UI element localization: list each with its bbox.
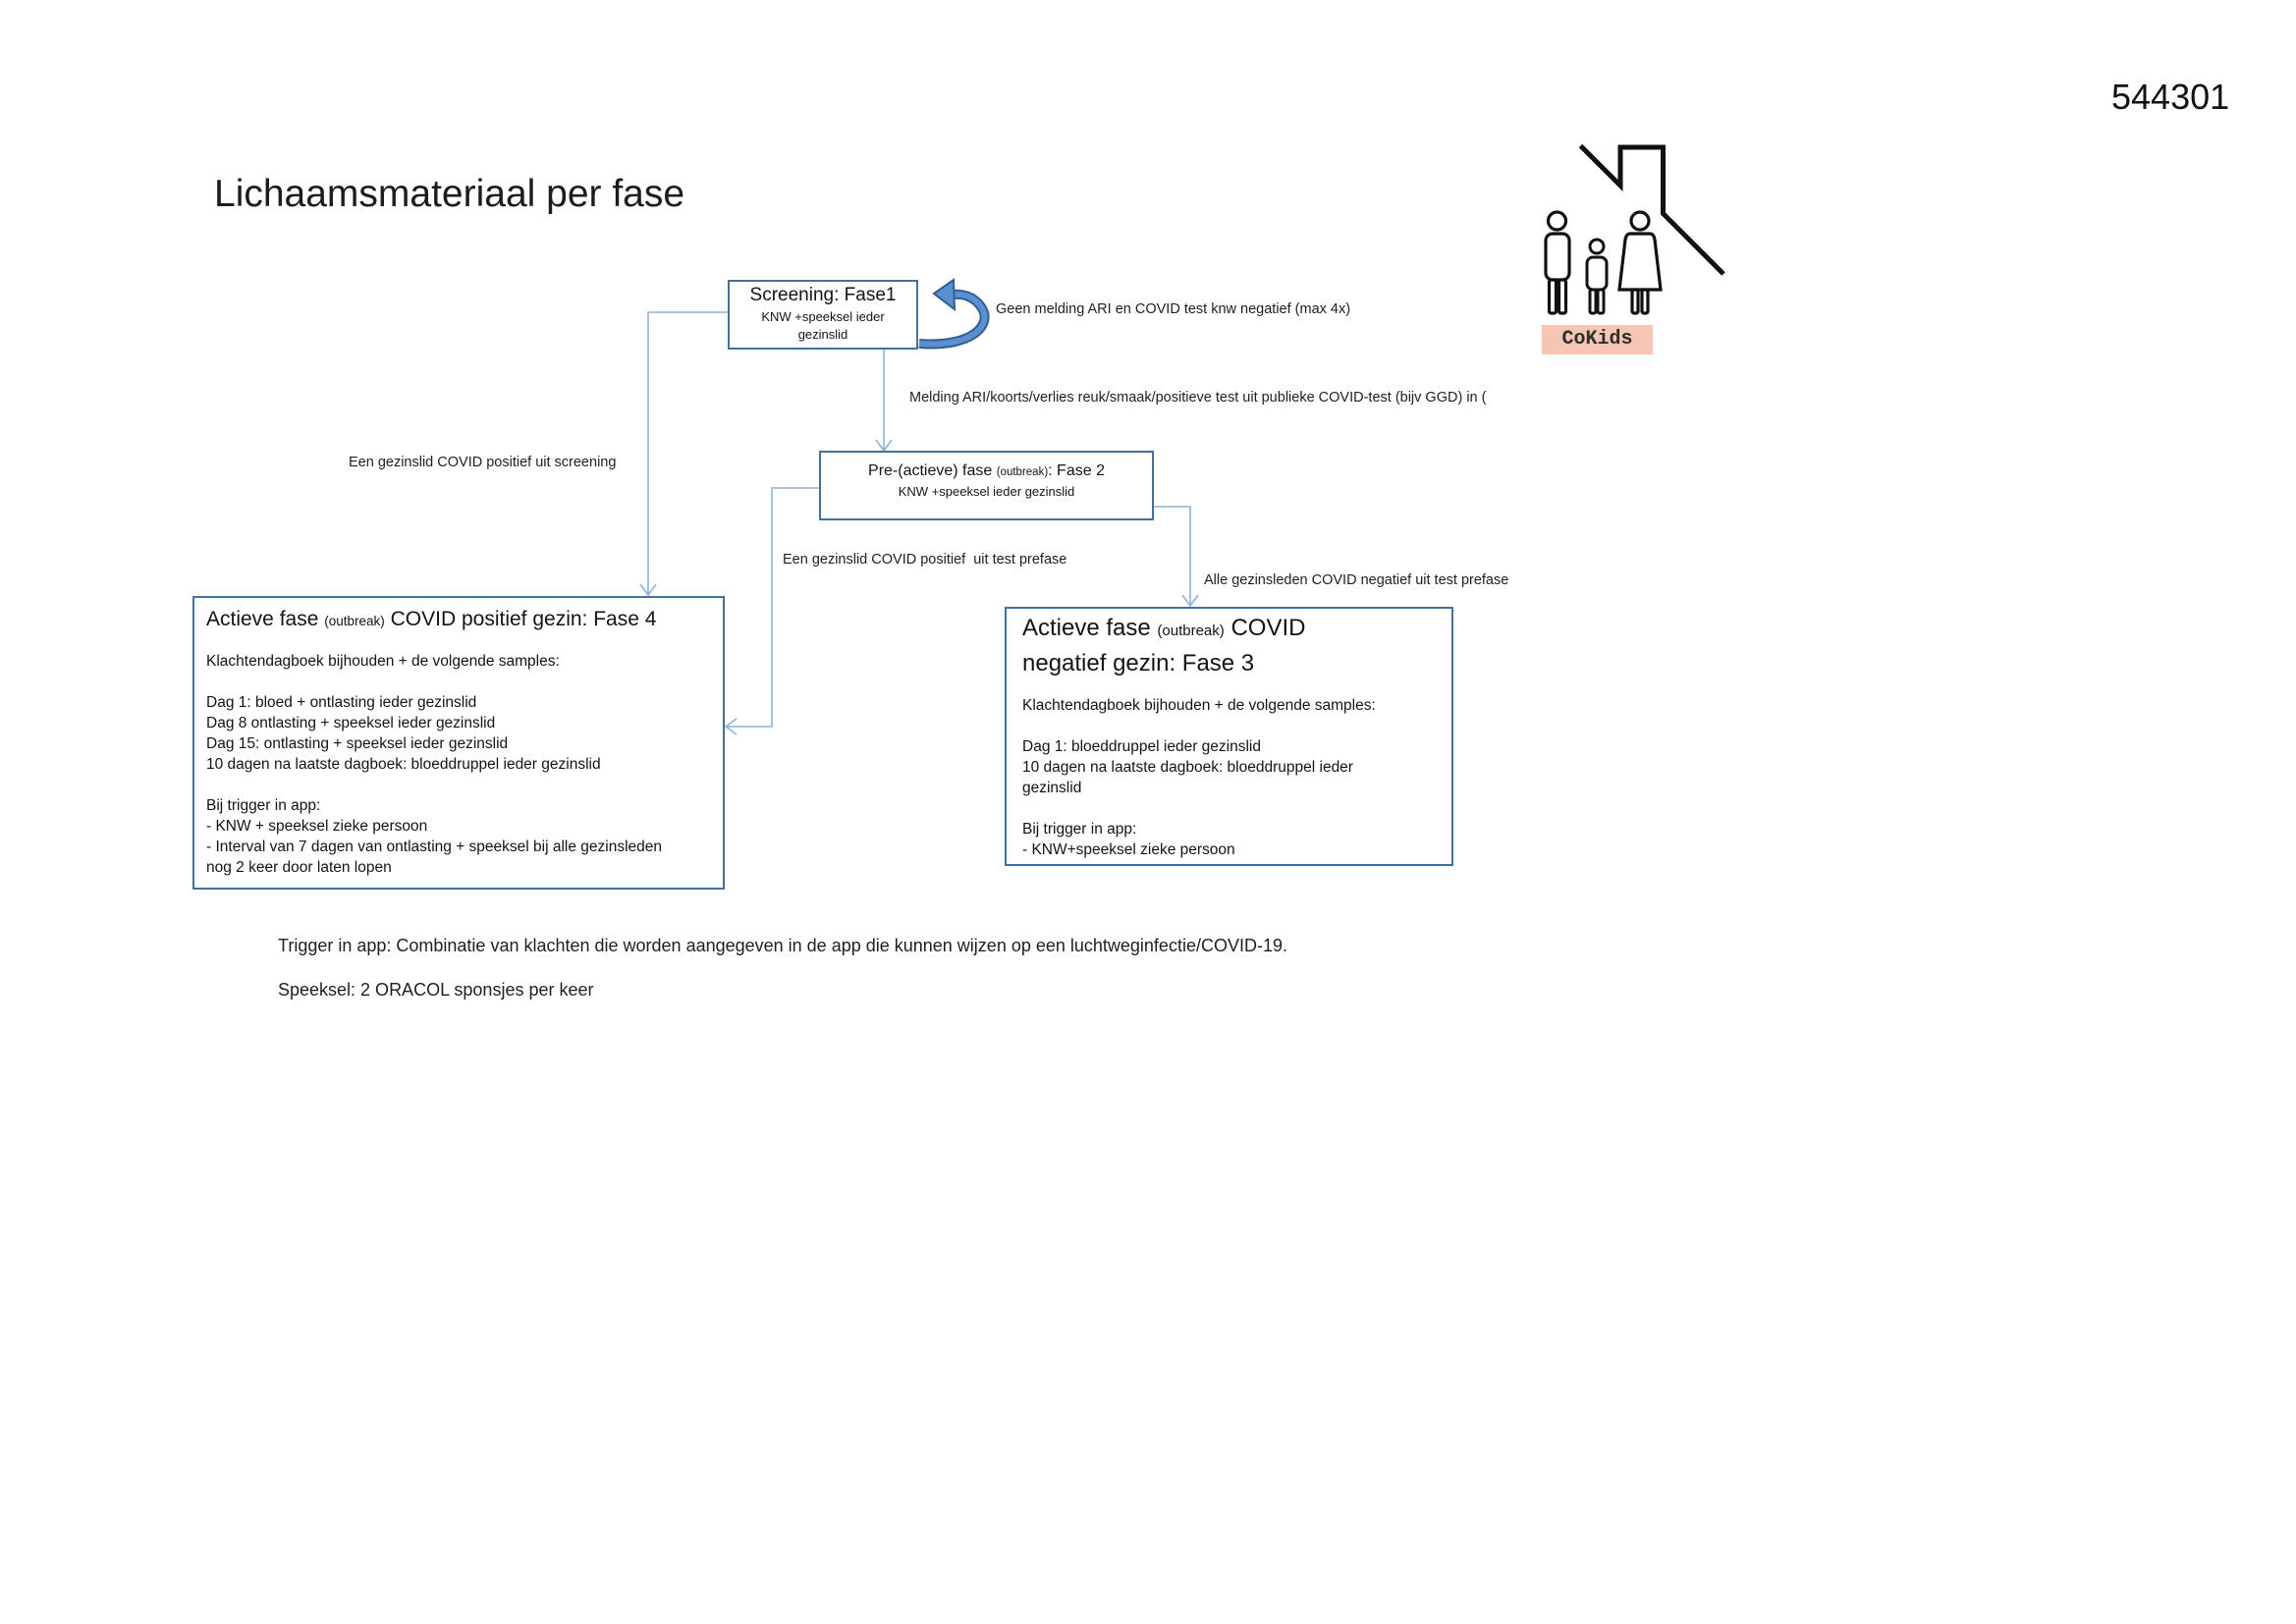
phase-4-sample-item: 10 dagen na laatste dagboek: bloeddruppel ieder gezinslid <box>206 756 601 773</box>
page-title: Lichaamsmateriaal per fase <box>214 173 685 215</box>
edge-prefase-to-fase4-line <box>727 488 819 727</box>
phase-4-trigger-line: nog 2 keer door laten lopen <box>206 859 392 876</box>
pre-active-phase-2-box <box>819 451 1154 520</box>
phase-3-samples <box>1022 736 1436 798</box>
phase-2-title <box>821 460 1152 483</box>
phase-3-title-suffix: COVID <box>1230 615 1306 641</box>
phase-4-sample-item: Dag 8 ontlasting + speeksel ieder gezinslid <box>206 715 496 731</box>
cokids-logo-icon <box>1532 137 1738 319</box>
phase-3-trigger <box>1022 819 1436 860</box>
phase-3-intro: Klachtendagboek bijhouden + de volgende samples: <box>1022 697 1376 714</box>
phase-2-title-outbreak: (outbreak) <box>996 466 1049 478</box>
note-trigger-definition: Trigger in app: Combinatie van klachten die worden aangegeven in de app die kunnen wijzen op een luchtweginfectie/COVID-19. <box>278 936 1287 955</box>
phase-4-samples <box>206 692 711 775</box>
phase-4-title-suffix: COVID positief gezin: Fase 4 <box>390 608 657 630</box>
phase-4-trigger-line: - KNW + speeksel zieke persoon <box>206 818 428 835</box>
phase-3-sample-item: 10 dagen na laatste dagboek: bloeddruppel ieder <box>1022 759 1353 776</box>
phase-3-title-main: Actieve fase <box>1022 615 1151 641</box>
screening-phase-1-box <box>728 280 918 350</box>
phase-4-title-main: Actieve fase <box>206 608 319 630</box>
phase-4-title-outbreak: (outbreak) <box>324 614 385 628</box>
screening-loop-arrowhead <box>934 280 955 309</box>
edge-prefase-to-fase3-line <box>1154 507 1190 605</box>
screening-loop-arrow <box>919 280 985 344</box>
phase-3-sample-item: Dag 1: bloeddruppel ieder gezinslid <box>1022 738 1261 755</box>
edge-label-prefase-to-fase4: Een gezinslid COVID positief uit test prefase <box>783 552 1067 568</box>
edge-prefase-to-fase4 <box>726 488 819 734</box>
edge-screening-to-prefase <box>876 350 892 451</box>
child-figure-icon <box>1587 240 1607 313</box>
phase-4-trigger-line: - Interval van 7 dagen van ontlasting + speeksel bij alle gezinsleden <box>206 839 663 855</box>
phase-3-title-line-1 <box>1022 612 1436 647</box>
edge-label-screening-loop: Geen melding ARI en COVID test knw negatief (max 4x) <box>996 301 1351 317</box>
phase-2-title-suffix: : Fase 2 <box>1048 462 1105 479</box>
edge-label-prefase-to-fase3: Alle gezinsleden COVID negatief uit test prefase <box>1204 572 1509 588</box>
active-positive-phase-4-box <box>192 596 725 890</box>
edge-label-screening-to-fase4: Een gezinslid COVID positief uit screening <box>349 455 617 470</box>
phase-4-trigger-heading: Bij trigger in app: <box>206 797 321 814</box>
phase-3-trigger-line: - KNW+speeksel zieke persoon <box>1022 841 1235 858</box>
note-saliva-definition: Speeksel: 2 ORACOL sponsjes per keer <box>278 980 594 1000</box>
edge-prefase-to-fase3 <box>1154 507 1198 606</box>
edge-label-screening-to-prefase: Melding ARI/koorts/verlies reuk/smaak/positieve test uit publieke COVID-test (bijv GGD) in ( <box>909 390 1487 406</box>
adult-figure-icon <box>1546 212 1569 313</box>
cokids-logo-label: CoKids <box>1542 325 1653 354</box>
document-number: 544301 <box>2111 77 2230 117</box>
phase-3-title-line-2: negatief gezin: Fase 3 <box>1022 650 1255 677</box>
phase-4-sample-item: Dag 15: ontlasting + speeksel ieder gezinslid <box>206 735 509 752</box>
phase-4-trigger <box>206 795 711 878</box>
screening-title: Screening: Fase1 <box>749 285 897 305</box>
active-negative-phase-3-box <box>1005 607 1453 866</box>
screening-subtitle: KNW +speeksel ieder gezinslid <box>761 309 885 342</box>
phase-3-title-outbreak: (outbreak) <box>1157 623 1225 639</box>
edge-screening-to-fase4 <box>640 312 728 595</box>
phase-3-trigger-heading: Bij trigger in app: <box>1022 821 1137 838</box>
edge-screening-to-fase4-line <box>648 312 728 594</box>
phase-4-title <box>206 604 711 637</box>
phase-2-subtitle: KNW +speeksel ieder gezinslid <box>898 484 1075 499</box>
phase-4-sample-item: Dag 1: bloed + ontlasting ieder gezinslid <box>206 694 477 711</box>
phase-3-sample-item: gezinslid <box>1022 780 1082 796</box>
adult-female-figure-icon <box>1619 212 1661 313</box>
phase-4-intro: Klachtendagboek bijhouden + de volgende samples: <box>206 653 560 670</box>
phase-2-title-main: Pre-(actieve) fase <box>868 462 993 479</box>
